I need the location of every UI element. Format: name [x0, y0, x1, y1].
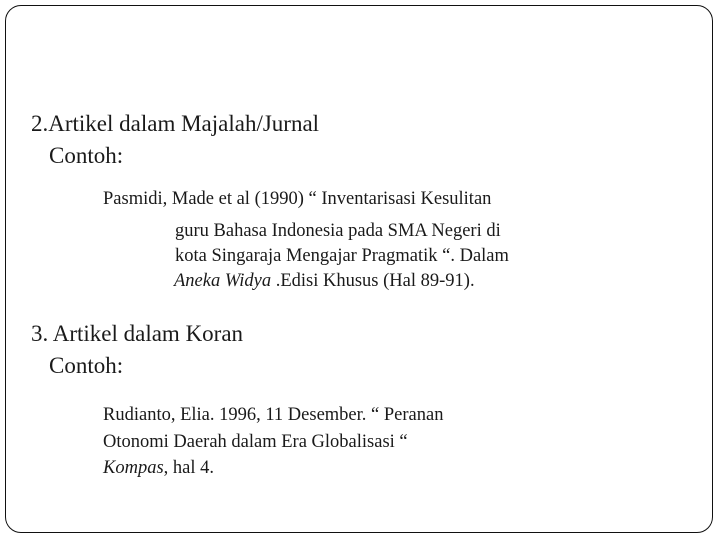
section2-example-label: Contoh:	[49, 143, 124, 168]
section2-heading: 2.Artikel dalam Majalah/Jurnal	[31, 111, 320, 136]
section2-reference-line1: Pasmidi, Made et al (1990) “ Inventarisasi Kesulitan	[103, 189, 492, 209]
section2-reference-line2: guru Bahasa Indonesia pada SMA Negeri di	[175, 221, 501, 241]
slide-frame	[5, 5, 713, 533]
section3-example-label: Contoh:	[49, 353, 124, 378]
section3-newspaper-title: Kompas	[103, 458, 164, 478]
section3-reference-line3-rest: , hal 4.	[163, 458, 215, 478]
section3-reference-line1: Rudianto, Elia. 1996, 11 Desember. “ Peranan	[103, 405, 444, 425]
section2-publication-title: Aneka Widya	[174, 271, 272, 291]
section2-reference-line4-rest: .Edisi Khusus (Hal 89-91).	[271, 271, 475, 291]
section3-heading: 3. Artikel dalam Koran	[31, 321, 244, 346]
section2-reference-line4	[174, 272, 475, 291]
section3-reference-line3	[103, 459, 214, 478]
section3-reference-line2: Otonomi Daerah dalam Era Globalisasi “	[103, 432, 408, 452]
section2-reference-line3: kota Singaraja Mengajar Pragmatik “. Dalam	[175, 246, 509, 266]
